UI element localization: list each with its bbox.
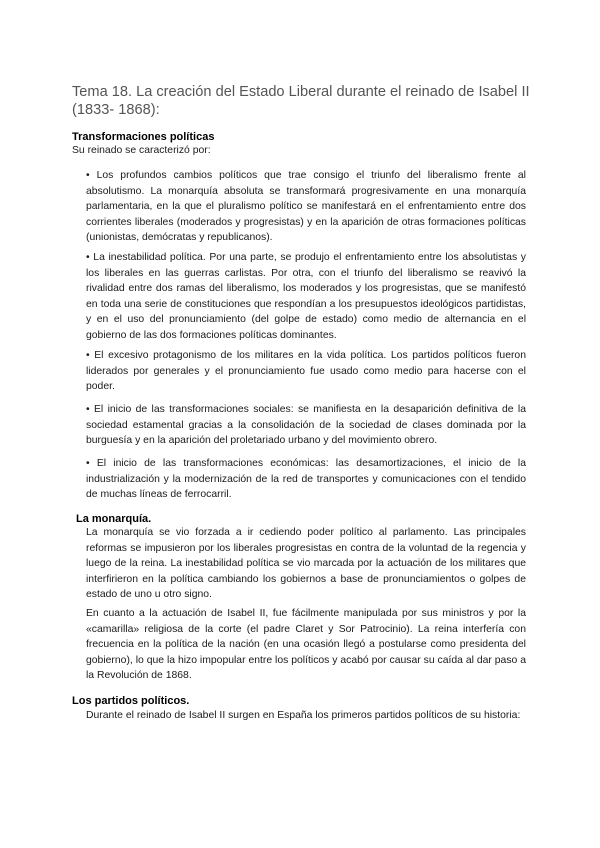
section-heading-transformaciones: Transformaciones políticas: [72, 131, 215, 143]
bullet-text: La inestabilidad política. Por una parte, se produjo el enfrentamiento entre los absolutistas y los liberales en las guerras carlistas. Por otra, con el triunfo del liberalismo se reavivó la rivalidad entre dos ramas del liberalismo, los moderados y los progresistas, que se manifestó en toda una serie de constituciones que respondían a los presupuestos ideológicos partidistas, y en el uso del pronunciamiento (del golpe de estado) como medio de alternancia en el gobierno de las dos formaciones políticas dominantes.: [86, 252, 527, 341]
bullet-text: El inicio de las transformaciones económicas: las desamortizaciones, el inicio de la industrialización y la modernización de la red de transportes y comunicaciones con el tendido de muchas líneas de ferrocarril.: [86, 458, 527, 501]
bullet-marker: •: [86, 252, 90, 263]
page-title: Tema 18. La creación del Estado Liberal durante el reinado de Isabel II (1833- 1868):: [72, 84, 530, 118]
section-heading-monarquia: La monarquía.: [76, 513, 152, 525]
bullet-marker: •: [86, 404, 90, 415]
monarquia-paragraph-1: La monarquía se vio forzada a ir cediendo poder político al parlamento. Las principales reformas se impusieron por los liberales progresistas en contra de la voluntad de la regencia y luego de la reina. La inestabilidad política se vio marcada por la actuación de los militares que interfirieron en la política cambiando los gobiernos a base de pronunciamientos o golpes de estado de uno u otro signo.: [86, 527, 526, 601]
bullet-item: [86, 348, 526, 395]
bullet-marker: •: [86, 170, 90, 181]
bullet-item: [86, 402, 526, 449]
bullet-item: [86, 168, 526, 246]
bullet-item: [86, 250, 526, 344]
bullet-item: [86, 456, 526, 503]
bullet-text: Los profundos cambios políticos que trae consigo el triunfo del liberalismo frente al absolutismo. La monarquía absoluta se transformará progresivamente en una monarquía parlamentaria, en la que el pluralismo político se manifestará en el enfrentamiento entre dos corrientes liberales (moderados y progresistas) y en la aparición de otras formaciones políticas (unionistas, demócratas y republicanos).: [86, 170, 526, 244]
section-intro: Su reinado se caracterizó por:: [72, 145, 211, 156]
section-heading-partidos: Los partidos políticos.: [72, 695, 190, 707]
bullet-text: El inicio de las transformaciones sociales: se manifiesta en la desaparición definitiva de la sociedad estamental gracias a la consolidación de la sociedad de clases dominada por la burguesía y en la aparición del proletariado urbano y del movimiento obrero.: [86, 404, 526, 447]
bullet-marker: •: [86, 458, 90, 469]
monarquia-paragraph-2: En cuanto a la actuación de Isabel II, fue fácilmente manipulada por sus ministros y por la «camarilla» religiosa de la corte (el padre Claret y Sor Patrocinio). La reina interfería con frecuencia en la política de la nación (en una ocasión llegó a postularse como presidenta del gobierno), lo que la hizo impopular entre los políticos y acabó por causar su caída al dar paso a la Revolución de 1868.: [86, 608, 526, 682]
bullet-text: El excesivo protagonismo de los militares en la vida política. Los partidos políticos fueron liderados por generales y el pronunciamiento fue usado como medio para hacerse con el poder.: [86, 350, 526, 393]
partidos-paragraph: Durante el reinado de Isabel II surgen en España los primeros partidos políticos de su historia:: [86, 710, 521, 721]
bullet-marker: •: [86, 350, 90, 361]
